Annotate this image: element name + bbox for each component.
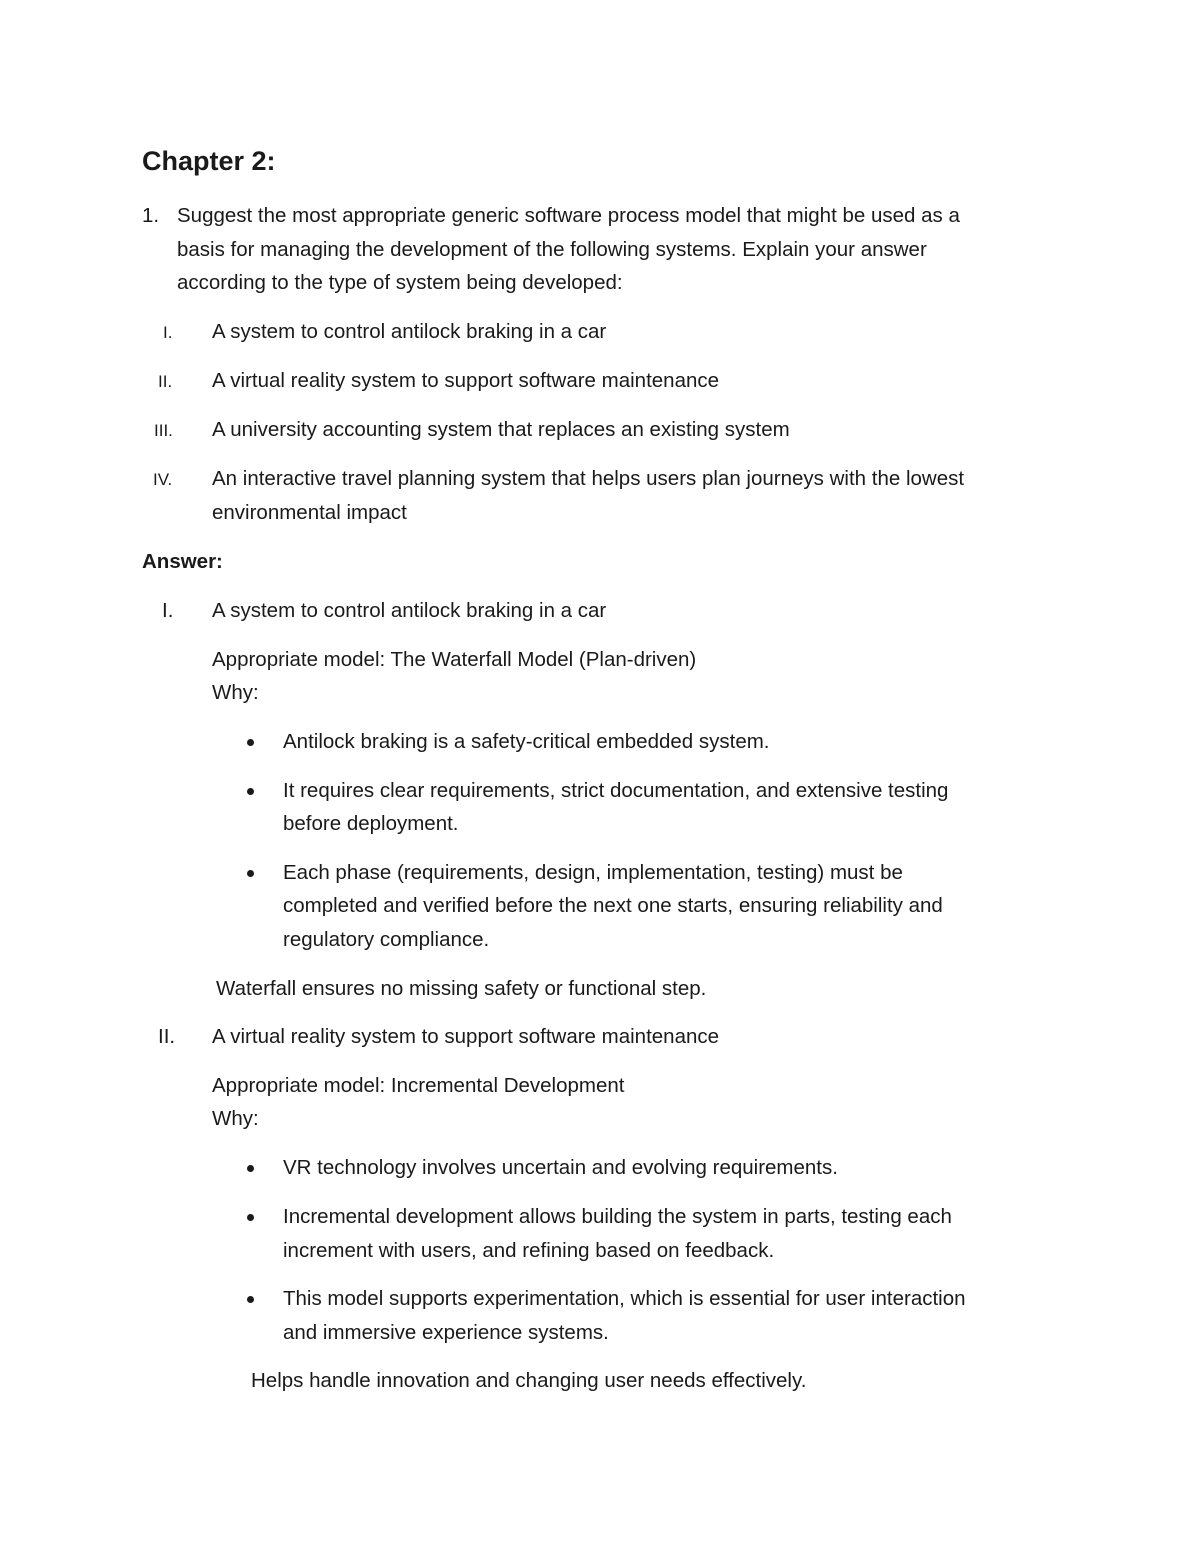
bullet-text: and immersive experience systems. [283,1321,609,1344]
question-number: 1. [142,204,160,227]
answer-heading: Answer: [142,550,223,573]
question-item-text: A university accounting system that replaces an existing system [212,418,790,441]
question-item-numeral: II. [158,372,173,391]
bullet-text: before deployment. [283,812,459,835]
answer-model: Appropriate model: The Waterfall Model (Plan-driven) [212,648,697,671]
answer-summary: Waterfall ensures no missing safety or functional step. [216,977,707,1000]
bullet-icon [247,1214,254,1221]
answer-section-numeral: I. [162,599,174,622]
bullet-text: It requires clear requirements, strict documentation, and extensive testing [283,779,949,802]
bullet-icon [247,1165,254,1172]
answer-section-heading: A system to control antilock braking in a car [212,599,607,622]
answer-model: Appropriate model: Incremental Development [212,1074,625,1097]
page-title: Chapter 2: [142,146,276,176]
question-item-text: A system to control antilock braking in a car [212,320,607,343]
question-item-numeral: III. [154,421,173,440]
question-line: Suggest the most appropriate generic software process model that might be used as a [177,204,960,227]
answer-section-heading: A virtual reality system to support software maintenance [212,1025,720,1048]
answer-summary: Helps handle innovation and changing user needs effectively. [251,1369,807,1392]
bullet-text: Each phase (requirements, design, implementation, testing) must be [283,861,903,884]
question-item-numeral: IV. [153,470,173,489]
bullet-icon [247,870,254,877]
bullet-icon [247,739,254,746]
bullet-icon [247,1296,254,1303]
bullet-text: VR technology involves uncertain and evolving requirements. [283,1156,838,1179]
bullet-text: Incremental development allows building the system in parts, testing each [283,1205,952,1228]
question-line: according to the type of system being developed: [177,271,623,294]
question-item-numeral: I. [163,323,173,342]
answer-why: Why: [212,1107,259,1130]
bullet-text: Antilock braking is a safety-critical embedded system. [283,730,770,753]
bullet-text: This model supports experimentation, which is essential for user interaction [283,1287,966,1310]
bullet-text: regulatory compliance. [283,928,490,951]
bullet-text: completed and verified before the next one starts, ensuring reliability and [283,894,943,917]
question-line: basis for managing the development of the following systems. Explain your answer [177,238,927,261]
bullet-icon [247,788,254,795]
question-item-text: environmental impact [212,501,407,524]
answer-section-numeral: II. [158,1025,176,1048]
bullet-text: increment with users, and refining based on feedback. [283,1239,775,1262]
answer-why: Why: [212,681,259,704]
question-item-text: A virtual reality system to support software maintenance [212,369,720,392]
question-item-text: An interactive travel planning system that helps users plan journeys with the lowest [212,467,965,490]
